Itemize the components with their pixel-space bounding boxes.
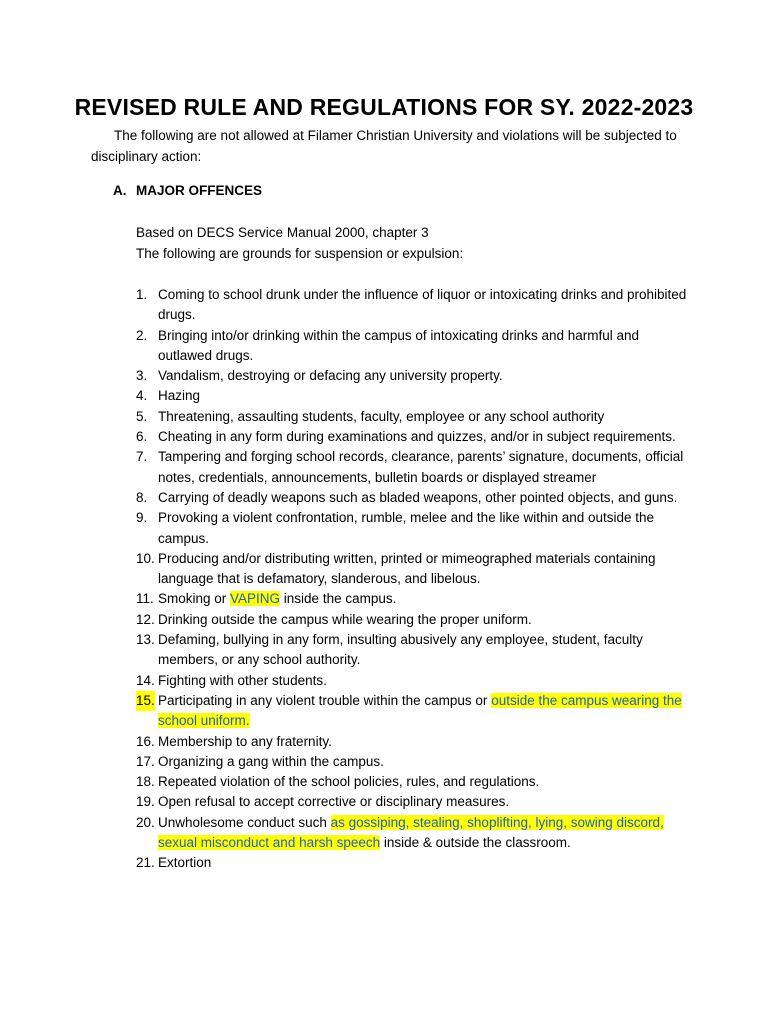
item-number: 7. — [136, 449, 148, 465]
item-text: Extortion — [158, 855, 212, 871]
item-number: 14. — [136, 672, 155, 688]
list-item — [136, 508, 696, 549]
page-title: REVISED RULE AND REGULATIONS FOR SY. 2022-2023 — [74, 94, 694, 120]
list-item — [136, 488, 696, 508]
offences-list — [136, 285, 696, 874]
item-text: Threatening, assaulting students, faculty, employee or any school authority — [158, 408, 605, 424]
list-item — [136, 732, 696, 752]
list-item — [136, 691, 696, 732]
basis-paragraph — [136, 223, 696, 264]
item-number: 16. — [136, 733, 155, 749]
section-heading — [113, 183, 262, 198]
item-text: Drinking outside the campus while wearing the proper uniform. — [158, 611, 532, 627]
highlighted-text: outside the campus wearing the school uniform. — [158, 692, 682, 729]
list-item — [136, 407, 696, 427]
list-item — [136, 772, 696, 792]
item-text: Bringing into/or drinking within the campus of intoxicating drinks and harmful and outlawed drugs. — [158, 327, 640, 363]
intro-text: The following are not allowed at Filamer Christian University and violations will be subjected to disciplinary action: — [91, 128, 677, 164]
list-item — [136, 853, 696, 873]
item-number: 6. — [136, 429, 148, 445]
list-item — [136, 447, 696, 488]
intro-paragraph — [91, 126, 691, 167]
item-text-post: inside & outside the classroom. — [380, 835, 571, 851]
item-text: Vandalism, destroying or defacing any university property. — [158, 368, 503, 384]
item-number: 4. — [136, 388, 148, 404]
item-number: 10. — [136, 550, 155, 566]
item-number: 18. — [136, 774, 155, 790]
item-text: Organizing a gang within the campus. — [158, 753, 384, 769]
item-text: Membership to any fraternity. — [158, 733, 332, 749]
item-number: 20. — [136, 814, 155, 830]
item-number: 3. — [136, 368, 148, 384]
list-item — [136, 549, 696, 590]
item-number: 13. — [136, 632, 155, 648]
item-number: 8. — [136, 489, 148, 505]
list-item — [136, 792, 696, 812]
item-number: 2. — [136, 327, 148, 343]
list-item — [136, 285, 696, 326]
list-item — [136, 752, 696, 772]
item-number: 9. — [136, 510, 148, 526]
list-item — [136, 630, 696, 671]
item-number: 11. — [136, 591, 154, 607]
basis-line-2: The following are grounds for suspension or expulsion: — [136, 245, 464, 261]
item-text: Repeated violation of the school policies, rules, and regulations. — [158, 774, 540, 790]
list-item — [136, 610, 696, 630]
item-text: Open refusal to accept corrective or disciplinary measures. — [158, 794, 510, 810]
section-title: MAJOR OFFENCES — [136, 183, 263, 198]
highlighted-text: as gossiping, stealing, shoplifting, lying, sowing discord, sexual misconduct and harsh speech — [158, 814, 664, 851]
item-number: 19. — [136, 794, 155, 810]
item-number: 5. — [136, 408, 148, 424]
item-number: 17. — [136, 753, 155, 769]
list-item — [136, 326, 696, 367]
item-text: Tampering and forging school records, clearance, parents’ signature, documents, official notes, credentials, announcements, bulletin boards or displayed streamer — [158, 449, 684, 485]
highlighted-text: VAPING — [230, 591, 281, 607]
list-item — [136, 589, 696, 609]
list-item — [136, 427, 696, 447]
item-text: Cheating in any form during examinations and quizzes, and/or in subject requirements. — [158, 429, 676, 445]
item-number: 12. — [136, 611, 155, 627]
list-item — [136, 386, 696, 406]
item-text: Carrying of deadly weapons such as bladed weapons, other pointed objects, and guns. — [158, 489, 678, 505]
list-item — [136, 671, 696, 691]
item-text: Hazing — [158, 388, 201, 404]
item-number: 1. — [136, 287, 148, 302]
basis-line-1: Based on DECS Service Manual 2000, chapter 3 — [136, 225, 429, 240]
item-text: Provoking a violent confrontation, rumble, melee and the like within and outside the campus. — [158, 510, 655, 546]
section-letter: A. — [113, 183, 127, 198]
item-text: Producing and/or distributing written, printed or mimeographed materials containing language that is defamatory, slanderous, and libelous. — [158, 550, 656, 587]
item-text-post: inside the campus. — [280, 591, 397, 607]
item-number: 21. — [136, 855, 155, 871]
list-item — [136, 813, 696, 854]
item-text-pre: Participating in any violent trouble within the campus or — [158, 692, 492, 708]
item-text: Fighting with other students. — [158, 672, 327, 688]
item-text-pre: Smoking or — [158, 591, 231, 607]
item-text: Coming to school drunk under the influence of liquor or intoxicating drinks and prohibited drugs. — [158, 287, 687, 323]
item-text: Defaming, bullying in any form, insulting abusively any employee, student, faculty members, or any school authority. — [158, 632, 643, 668]
item-text-pre: Unwholesome conduct such — [158, 814, 331, 830]
list-item — [136, 366, 696, 386]
item-number-highlighted: 15. — [136, 691, 155, 711]
